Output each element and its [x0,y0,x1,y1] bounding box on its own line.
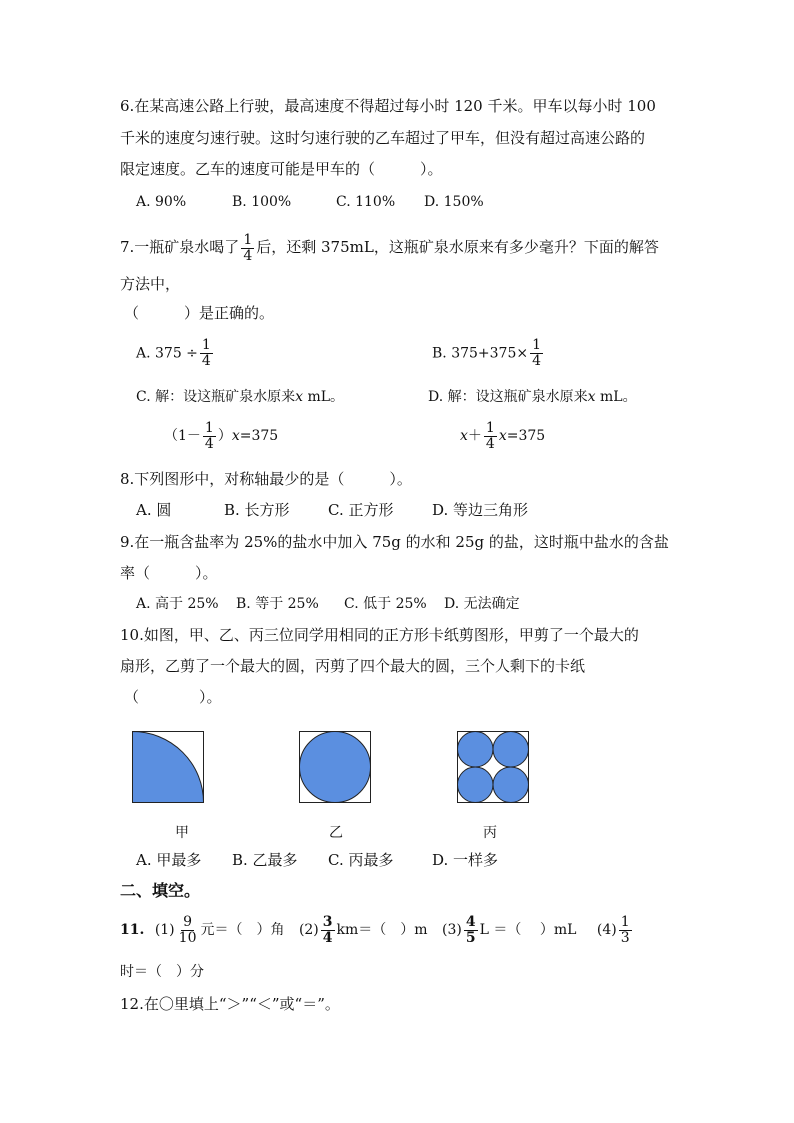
q10-option-c: C. 丙最多 [328,851,394,869]
fraction-numerator: 1 [204,419,214,436]
q10-line-1: 10.如图，甲、乙、丙三位同学用相同的正方形卡纸剪图形，甲剪了一个最大的 [120,626,639,644]
q10-option-d: D. 一样多 [432,851,499,869]
q11-part-1-fraction [177,915,199,946]
section-title: 二、填空。 [120,881,201,900]
q10-line-3: （ ）。 [124,688,222,706]
q7-option-c-equation [164,420,278,452]
equation-text: ） [217,428,232,444]
fraction-denominator: 4 [201,353,211,369]
q8-option-a: A. 圆 [136,501,172,519]
q7-option-a [136,338,215,369]
q11-part-2-fraction [321,915,335,946]
q9-line-1: 9.在一瓶含盐率为 25%的盐水中加入 75g 的水和 25g 的盐，这时瓶中盐水的含盐 [120,533,669,551]
q6-option-d: D. 150% [424,194,484,210]
fraction-numerator: 4 [465,913,476,930]
q9-option-a: A. 高于 25% [136,596,219,612]
q11-line-1 [120,913,634,947]
circle-shape [458,767,494,803]
circle-shape [493,732,529,768]
fraction-denominator: 5 [465,929,476,946]
fraction-numerator: 3 [322,913,333,930]
q11-part-3-text: L ＝（ ）mL [479,922,577,938]
q11-part-4-label: (4) [596,922,617,938]
q7-option-d-text: D. 解：设这瓶矿泉水原来 [428,389,588,405]
equation-text: =375 [506,428,546,444]
fraction-numerator: 9 [183,913,193,930]
q8-option-b: B. 长方形 [224,501,290,519]
q11-part-2-label: (2) [298,922,319,938]
equation-variable: x [498,428,507,444]
q7-stem-post: 后，还剩 375mL，这瓶矿泉水原来有多少毫升？下面的解答 [256,238,659,256]
q7-stem-pre: 7.一瓶矿泉水喝了 [120,238,240,256]
q7-option-b-fraction [530,338,543,369]
fraction-denominator: 10 [178,929,197,946]
q7-option-c-variable: x [295,389,304,405]
figure-label-bing: 丙 [483,825,497,841]
q9-option-b: B. 等于 25% [236,596,319,612]
figure-bing-four-circles [457,731,529,803]
q11-part-2-text: km＝（ ）m [336,922,428,938]
q7-fraction [241,233,254,264]
q7-option-d-variable: x [587,389,596,405]
q7-option-b-text: B. 375+375× [432,345,529,362]
q11-part-3-label: (3) [442,922,462,938]
q7-line-1 [120,232,659,264]
equation-text: （1－ [164,428,201,444]
q12-stem: 12.在〇里填上“＞”“＜”或“＝”。 [120,995,340,1013]
q7-option-d-unit: mL。 [595,389,637,405]
equation-fraction [203,421,216,452]
q6-option-a: A. 90% [136,194,187,210]
equation-text: ＋ [467,428,482,444]
q7-option-c-text: C. 解：设这瓶矿泉水原来 [136,389,296,405]
circle-shape [300,732,371,803]
q11-line-2: 时＝（ ）分 [120,964,204,980]
fraction-numerator: 1 [485,419,495,436]
equation-variable: x [231,428,240,444]
q7-option-c [136,387,344,407]
figure-label-yi: 乙 [329,825,343,841]
equation-text: =375 [239,428,279,444]
q10-line-2: 扇形，乙剪了一个最大的圆，丙剪了四个最大的圆，三个人剩下的卡纸 [120,657,586,675]
fraction-numerator: 1 [620,913,630,930]
circle-shape [493,767,529,803]
figure-label-jia: 甲 [175,825,189,841]
fraction-denominator: 4 [485,435,495,452]
fraction-numerator: 1 [243,231,253,248]
fraction-denominator: 4 [532,353,542,369]
q10-option-b: B. 乙最多 [232,851,298,869]
q7-line-2: 方法中， [120,275,181,293]
q6-option-b: B. 100% [232,194,292,210]
fraction-numerator: 1 [201,337,211,353]
q7-option-a-text: A. 375 ÷ [136,345,198,362]
q11-part-3-fraction [464,915,478,946]
q7-option-b [432,338,545,369]
figure-jia-quarter-circle [132,731,204,803]
q9-option-c: C. 低于 25% [344,596,427,612]
fraction-denominator: 3 [620,929,630,946]
q7-option-c-unit: mL。 [303,389,345,405]
q7-option-a-fraction [200,338,213,369]
q11-part-1-label: (1) [154,922,175,938]
q7-option-d-equation [460,420,545,452]
fraction-denominator: 4 [243,247,253,264]
figure-yi-circle [299,731,371,803]
q8-option-c: C. 正方形 [328,501,394,519]
q8-option-d: D. 等边三角形 [432,501,529,519]
q11-part-1-text: 元＝（ ）角 [200,922,285,938]
q8-stem: 8.下列图形中，对称轴最少的是（ ）。 [120,470,412,488]
q6-line-2: 千米的速度匀速行驶。这时匀速行驶的乙车超过了甲车，但没有超过高速公路的 [120,129,646,147]
q9-line-2: 率（ ）。 [120,564,218,582]
fraction-denominator: 4 [322,929,333,946]
q6-option-c: C. 110% [336,194,396,210]
q11-number: 11. [120,922,145,938]
q11-part-4-fraction [619,915,632,946]
equation-fraction [484,421,497,452]
q6-line-3: 限定速度。乙车的速度可能是甲车的（ ）。 [120,160,443,178]
q9-option-d: D. 无法确定 [444,596,520,612]
q7-line-3: （ ）是正确的。 [124,304,275,322]
fraction-numerator: 1 [532,337,542,353]
circle-shape [458,732,494,768]
q6-line-1: 6.在某高速公路上行驶，最高速度不得超过每小时 120 千米。甲车以每小时 100 [120,97,656,115]
fraction-denominator: 4 [204,435,214,452]
equation-variable: x [460,428,468,444]
q7-option-d [428,387,637,407]
q10-option-a: A. 甲最多 [136,851,202,869]
